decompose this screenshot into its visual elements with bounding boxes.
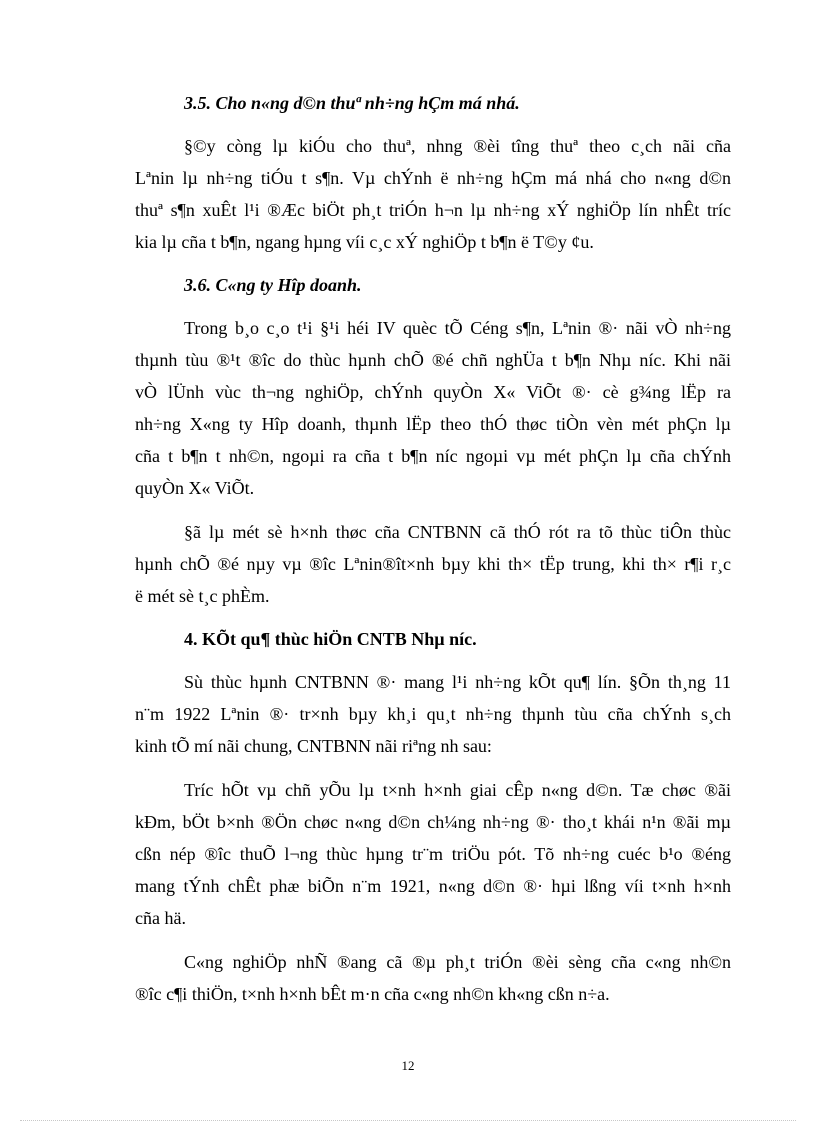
text-line: Sù thùc hµnh CNTBNN ®· mang l¹i nh÷ng kÕt qu¶ lín. §Õn th¸ng 11 [184,672,731,692]
paragraph [135,516,731,612]
text-line: Trong b¸o c¸o t¹i §¹i héi IV quèc tÕ Céng s¶n, Lªnin ®· nãi vÒ nh÷ng [184,318,731,338]
text-line: Lªnin lµ nh÷ng tiÓu t s¶n. Vµ chÝnh ë nh÷ng hÇm má nhá cho n«ng d©n [135,168,731,188]
text-line: C«ng nghiÖp nhÑ ®ang cã ®µ ph¸t triÓn ®èi sèng cña c«ng nh©n [184,952,731,972]
text-line: vÒ lÜnh vùc th¬ng nghiÖp, chÝnh quyÒn X« ViÕt ®· cè g¾ng lËp ra [135,382,731,402]
text-line: thµnh tùu ®¹t ®îc do thùc hµnh chÕ ®é chñ nghÜa t b¶n Nhµ níc. Khi nãi [135,350,731,370]
text-line: §©y còng lµ kiÓu cho thuª, nhng ®èi tîng thuª theo c¸ch nãi cña [184,136,731,156]
text-line: nh÷ng X«ng ty Hîp doanh, thµnh lËp theo thÓ thøc tiÒn vèn mét phÇn lµ [135,414,731,434]
text-line: ë mét sè t¸c phÈm. [135,586,270,606]
paragraph [135,946,731,1010]
text-line: mang tÝnh chÊt phæ biÕn n¨m 1921, n«ng d©n ®· hµi lßng víi t×nh h×nh [135,876,731,896]
text-line: Tríc hÕt vµ chñ yÕu lµ t×nh h×nh giai cÊp n«ng d©n. Tæ chøc ®ãi [184,780,731,800]
text-line: §ã lµ mét sè h×nh thøc cña CNTBNN cã thÓ rót ra tõ thùc tiÔn thùc [184,522,731,542]
paragraph [135,312,731,504]
section-heading-3-5: 3.5. Cho n«ng d©n thuª nh÷ng hÇm má nhá. [184,93,520,113]
text-line: cßn nép ®îc thuÕ l¬ng thùc hµng tr¨m triÖu pót. Tõ nh÷ng cuéc b¹o ®éng [135,844,731,864]
text-line: ®îc c¶i thiÖn, t×nh h×nh bÊt m·n cña c«ng nh©n kh«ng cßn n÷a. [135,984,610,1004]
text-line: quyÒn X« ViÕt. [135,478,255,498]
section-heading-4: 4. KÕt qu¶ thùc hiÖn CNTB Nhµ níc. [184,629,477,649]
paragraph [135,130,731,258]
section-heading-3-6: 3.6. C«ng ty Hîp doanh. [184,275,362,295]
page-number: 12 [401,1058,415,1073]
paragraph [135,666,731,762]
text-line: thuª s¶n xuÊt l¹i ®Æc biÖt ph¸t triÓn h¬n lµ nh÷ng xÝ nghiÖp lín nhÊt tríc [135,200,731,220]
text-line: cña t b¶n t nh©n, ngoµi ra cña t b¶n níc ngoµi vµ mét phÇn lµ cña chÝnh [135,446,731,466]
footer-divider [20,1120,796,1121]
document-page [135,88,731,1010]
paragraph [135,774,731,934]
text-line: kÐm, bÖt b×nh ®Ön chøc n«ng d©n ch¼ng nh÷ng ®· tho¸t khái n¹n ®ãi mµ [135,812,731,832]
text-line: hµnh chÕ ®é nµy vµ ®îc Lªnin®ît×nh bµy khi th× tËp trung, khi th× r¶i r¸c [135,554,731,574]
text-line: kia lµ cña t b¶n, ngang hµng víi c¸c xÝ nghiÖp t b¶n ë T©y ¢u. [135,232,594,252]
text-line: n¨m 1922 Lªnin ®· tr×nh bµy kh¸i qu¸t nh÷ng thµnh tùu cña chÝnh s¸ch [135,704,731,724]
text-line: kinh tÕ mí nãi chung, CNTBNN nãi riªng nh sau: [135,736,492,756]
text-line: cña hä. [135,908,186,928]
